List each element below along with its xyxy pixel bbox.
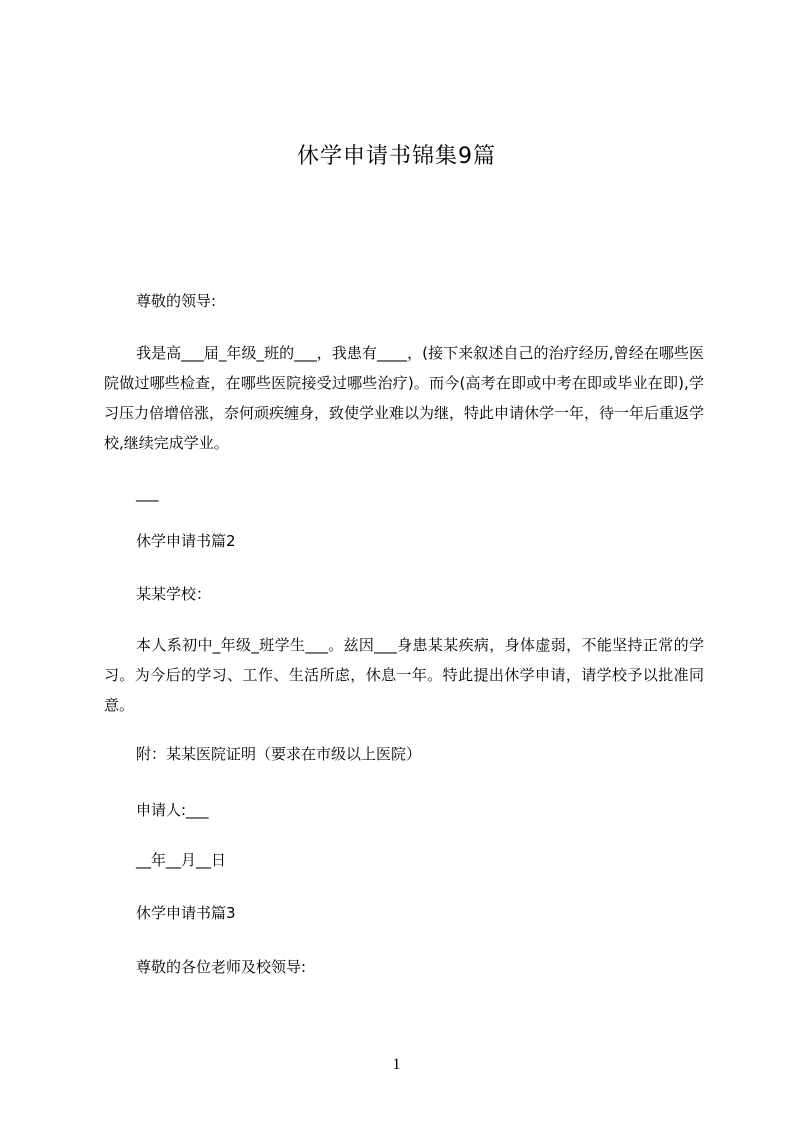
- section-3-title: 休学申请书篇3: [136, 904, 236, 922]
- page-number: 1: [392, 1056, 401, 1073]
- salutation-school: 某某学校：: [136, 585, 212, 603]
- separator-blank: ___: [136, 484, 159, 502]
- section-2-title: 休学申请书篇2: [136, 532, 236, 550]
- salutation-leaders: 尊敬的领导:: [136, 292, 217, 310]
- applicant-line: 申请人:___: [136, 801, 209, 819]
- salutation-teachers: 尊敬的各位老师及校领导:: [136, 958, 307, 976]
- date-line: __年__月__日: [136, 851, 227, 869]
- paragraph-illness-request: 我是高___届_年级_班的___，我患有____，(接下来叙述自己的治疗经历,曾经在哪些医院做过哪些检查，在哪些医院接受过哪些治疗)。而今(高考在即或中考在即或毕业在即),学习压力倍增倍涨，奈何顽疾缠身，致使学业难以为继，特此申请休学一年，待一年后重返学校,继续完成学业。: [104, 344, 705, 452]
- paragraph-leave-request: 本人系初中_年级_班学生___。兹因___身患某某疾病，身体虚弱，不能坚持正常的学习。为今后的学习、工作、生活所虑，休息一年。特此提出休学申请，请学校予以批准同意。: [104, 636, 704, 714]
- attachment-note: 附：某某医院证明（要求在市级以上医院）: [136, 745, 422, 763]
- document-title: 休学申请书锦集9篇: [297, 144, 496, 169]
